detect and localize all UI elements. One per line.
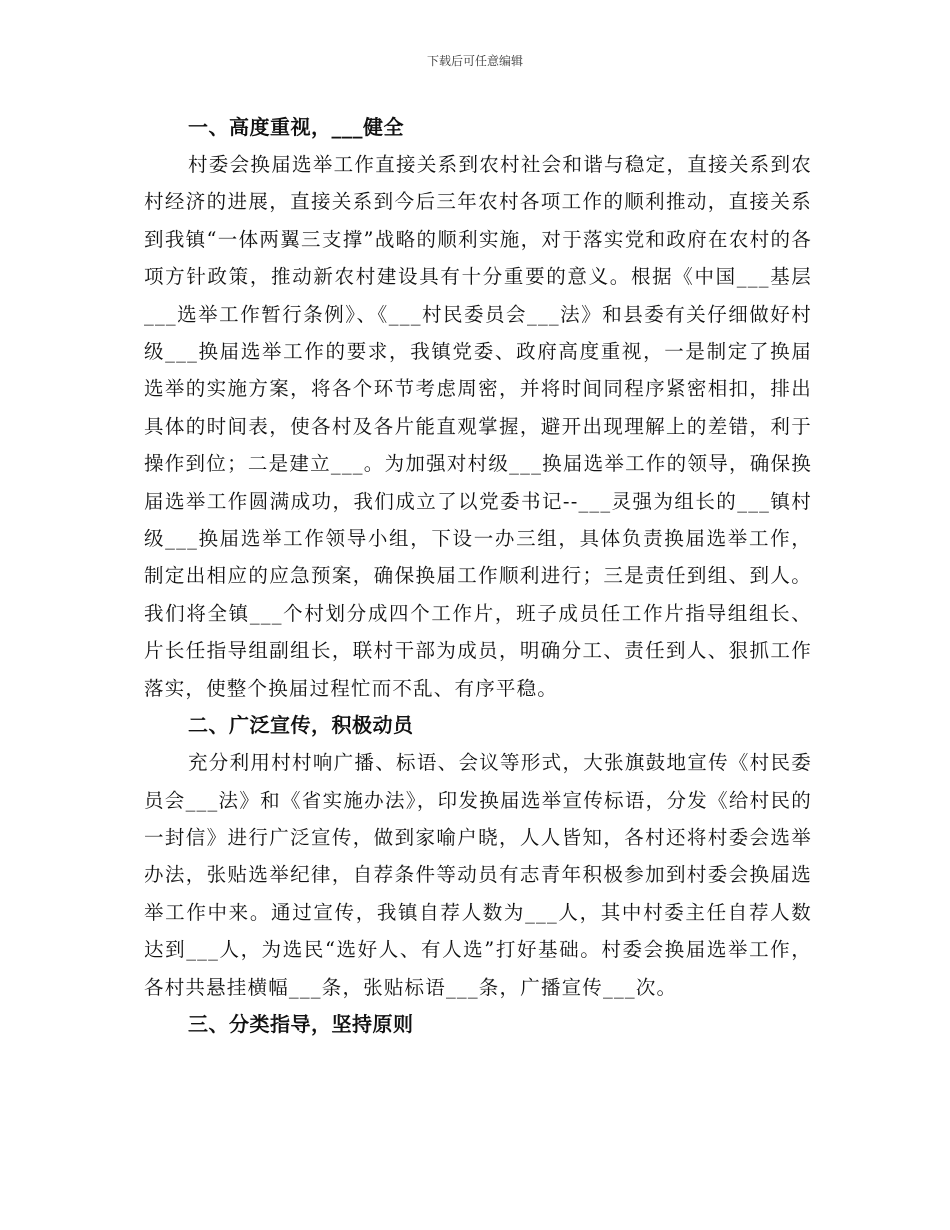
page-header: 下载后可任意编辑	[426, 54, 523, 68]
document-body	[144, 113, 812, 1043]
section-1-paragraph: 村委会换届选举工作直接关系到农村社会和谐与稳定，直接关系到农村经济的进展，直接关系到今后三年农村各项工作的顺利推动，直接关系到我镇“一体两翼三支撑”战略的顺利实施，对于落实党和政府在农村的各项方针政策，推动新农村建设具有十分重要的意义。根据《中国___基层___选举工作暂行条例》、《___村民委员会___法》和县委有关仔细做好村级___换届选举工作的要求，我镇党委、政府高度重视，一是制定了换届选举的实施方案，将各个环节考虑周密，并将时间同程序紧密相扣，排出具体的时间表，使各村及各片能直观掌握，避开出现理解上的差错，利于操作到位；二是建立___。为加强对村级___换届选举工作的领导，确保换届选举工作圆满成功，我们成立了以党委书记--___灵强为组长的___镇村级___换届选举工作领导小组，下设一办三组，具体负责换届选举工作，制定出相应的应急预案，确保换届工作顺利进行；三是责任到组、到人。我们将全镇___个村划分成四个工作片，班子成员任工作片指导组组长、片长任指导组副组长，联村干部为成员，明确分工、责任到人、狠抓工作落实，使整个换届过程忙而不乱、有序平稳。	[144, 153, 812, 700]
section-2-paragraph: 充分利用村村响广播、标语、会议等形式，大张旗鼓地宣传《村民委员会___法》和《省实施办法》，印发换届选举宣传标语，分发《给村民的一封信》进行广泛宣传，做到家喻户晓，人人皆知，各村还将村委会选举办法，张贴选举纪律，自荐条件等动员有志青年积极参加到村委会换届选举工作中来。通过宣传，我镇自荐人数为___人，其中村委主任自荐人数达到___人，为选民“选好人、有人选”打好基础。村委会换届选举工作，各村共悬挂横幅___条，张贴标语___条，广播宣传___次。	[144, 751, 812, 999]
section-3-heading: 三、分类指导，坚持原则	[188, 1011, 414, 1036]
section-1-heading: 一、高度重视，___健全	[188, 115, 404, 139]
section-2-heading: 二、广泛宣传，积极动员	[188, 713, 414, 738]
